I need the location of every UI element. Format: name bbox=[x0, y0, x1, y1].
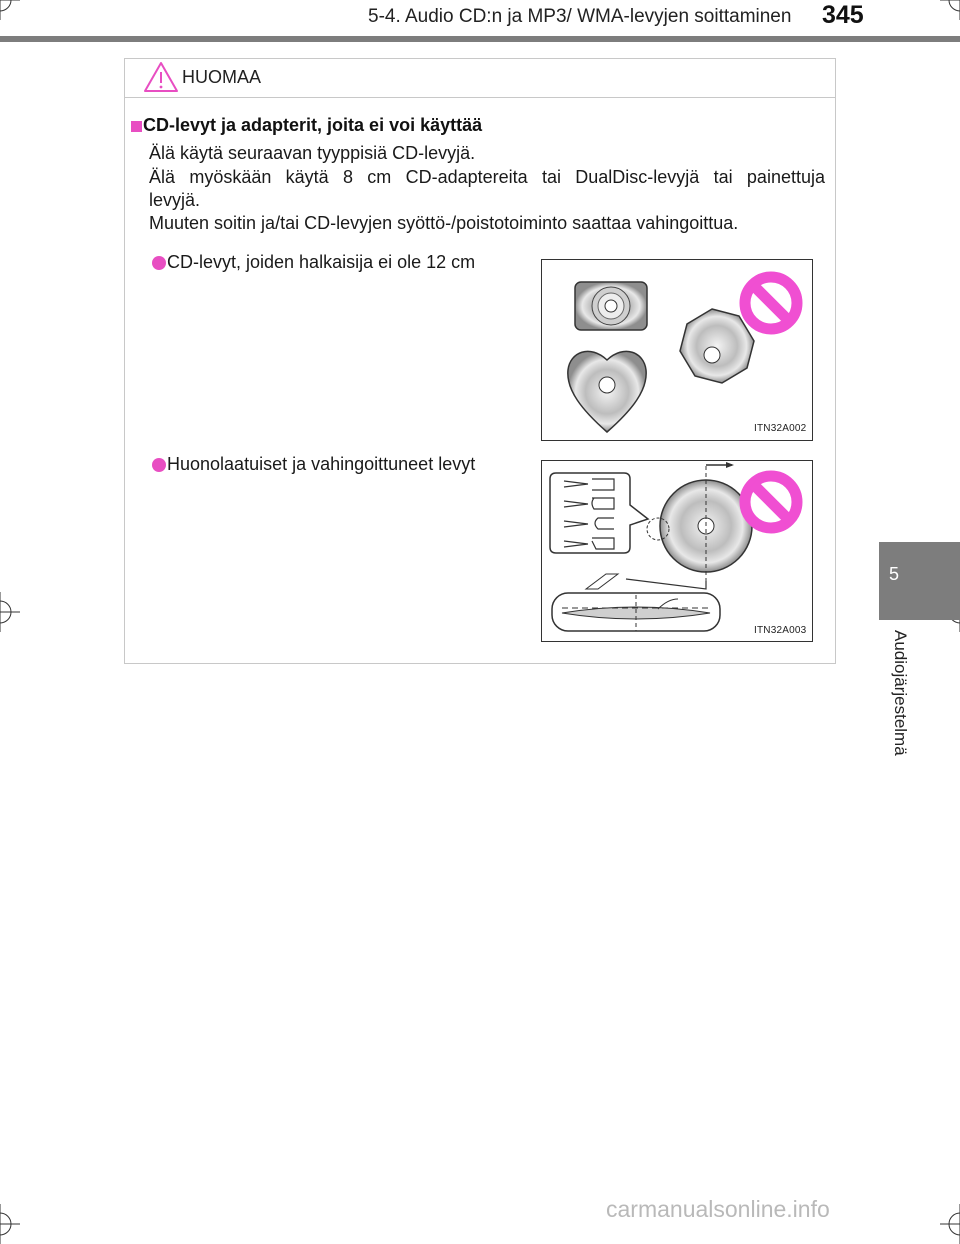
chapter-tab bbox=[879, 542, 960, 620]
notice-title: HUOMAA bbox=[182, 67, 262, 87]
registration-mark-icon bbox=[0, 1204, 20, 1244]
chapter-label bbox=[884, 630, 914, 790]
registration-mark-icon bbox=[0, 0, 20, 20]
chapter-label-text: Audiojärjestelmä bbox=[891, 630, 910, 756]
header-rule bbox=[0, 36, 960, 42]
bullet-item: CD-levyt, joiden halkaisija ei ole 12 cm bbox=[167, 252, 476, 272]
bullet-dot bbox=[152, 458, 166, 472]
paragraph-2-line-1: Älä myöskään käytä 8 cm CD-adaptereita tai DualDisc-levyjä tai painettuja bbox=[149, 167, 825, 187]
prohibited-icon bbox=[738, 469, 804, 535]
bullet-dot bbox=[152, 256, 166, 270]
page-number: 345 bbox=[822, 1, 864, 29]
subheading-marker bbox=[131, 121, 142, 132]
registration-mark-icon bbox=[940, 1204, 960, 1244]
paragraph-1: Älä käytä seuraavan tyyppisiä CD-levyjä. bbox=[149, 143, 476, 163]
figure-code: ITN32A003 bbox=[754, 625, 807, 636]
section-title: 5-4. Audio CD:n ja MP3/ WMA-levyjen soittaminen bbox=[368, 6, 792, 27]
subheading: CD-levyt ja adapterit, joita ei voi käyttää bbox=[143, 115, 483, 135]
paragraph-2-line-2: levyjä. bbox=[149, 190, 201, 210]
figure-odd-shaped-discs bbox=[541, 259, 813, 441]
warning-triangle-icon bbox=[143, 60, 179, 94]
paragraph-3: Muuten soitin ja/tai CD-levyjen syöttö-/poistotoiminto saattaa vahingoittua. bbox=[149, 213, 739, 233]
chapter-number: 5 bbox=[888, 564, 899, 584]
registration-mark-icon bbox=[940, 0, 960, 20]
figure-code: ITN32A002 bbox=[754, 423, 807, 434]
figure-damaged-discs bbox=[541, 460, 813, 642]
registration-mark-icon bbox=[0, 592, 20, 632]
notice-header bbox=[125, 59, 835, 98]
notice-box bbox=[124, 58, 836, 664]
bullet-item: Huonolaatuiset ja vahingoittuneet levyt bbox=[167, 454, 476, 474]
watermark: carmanualsonline.info bbox=[606, 1196, 830, 1222]
prohibited-icon bbox=[738, 270, 804, 336]
